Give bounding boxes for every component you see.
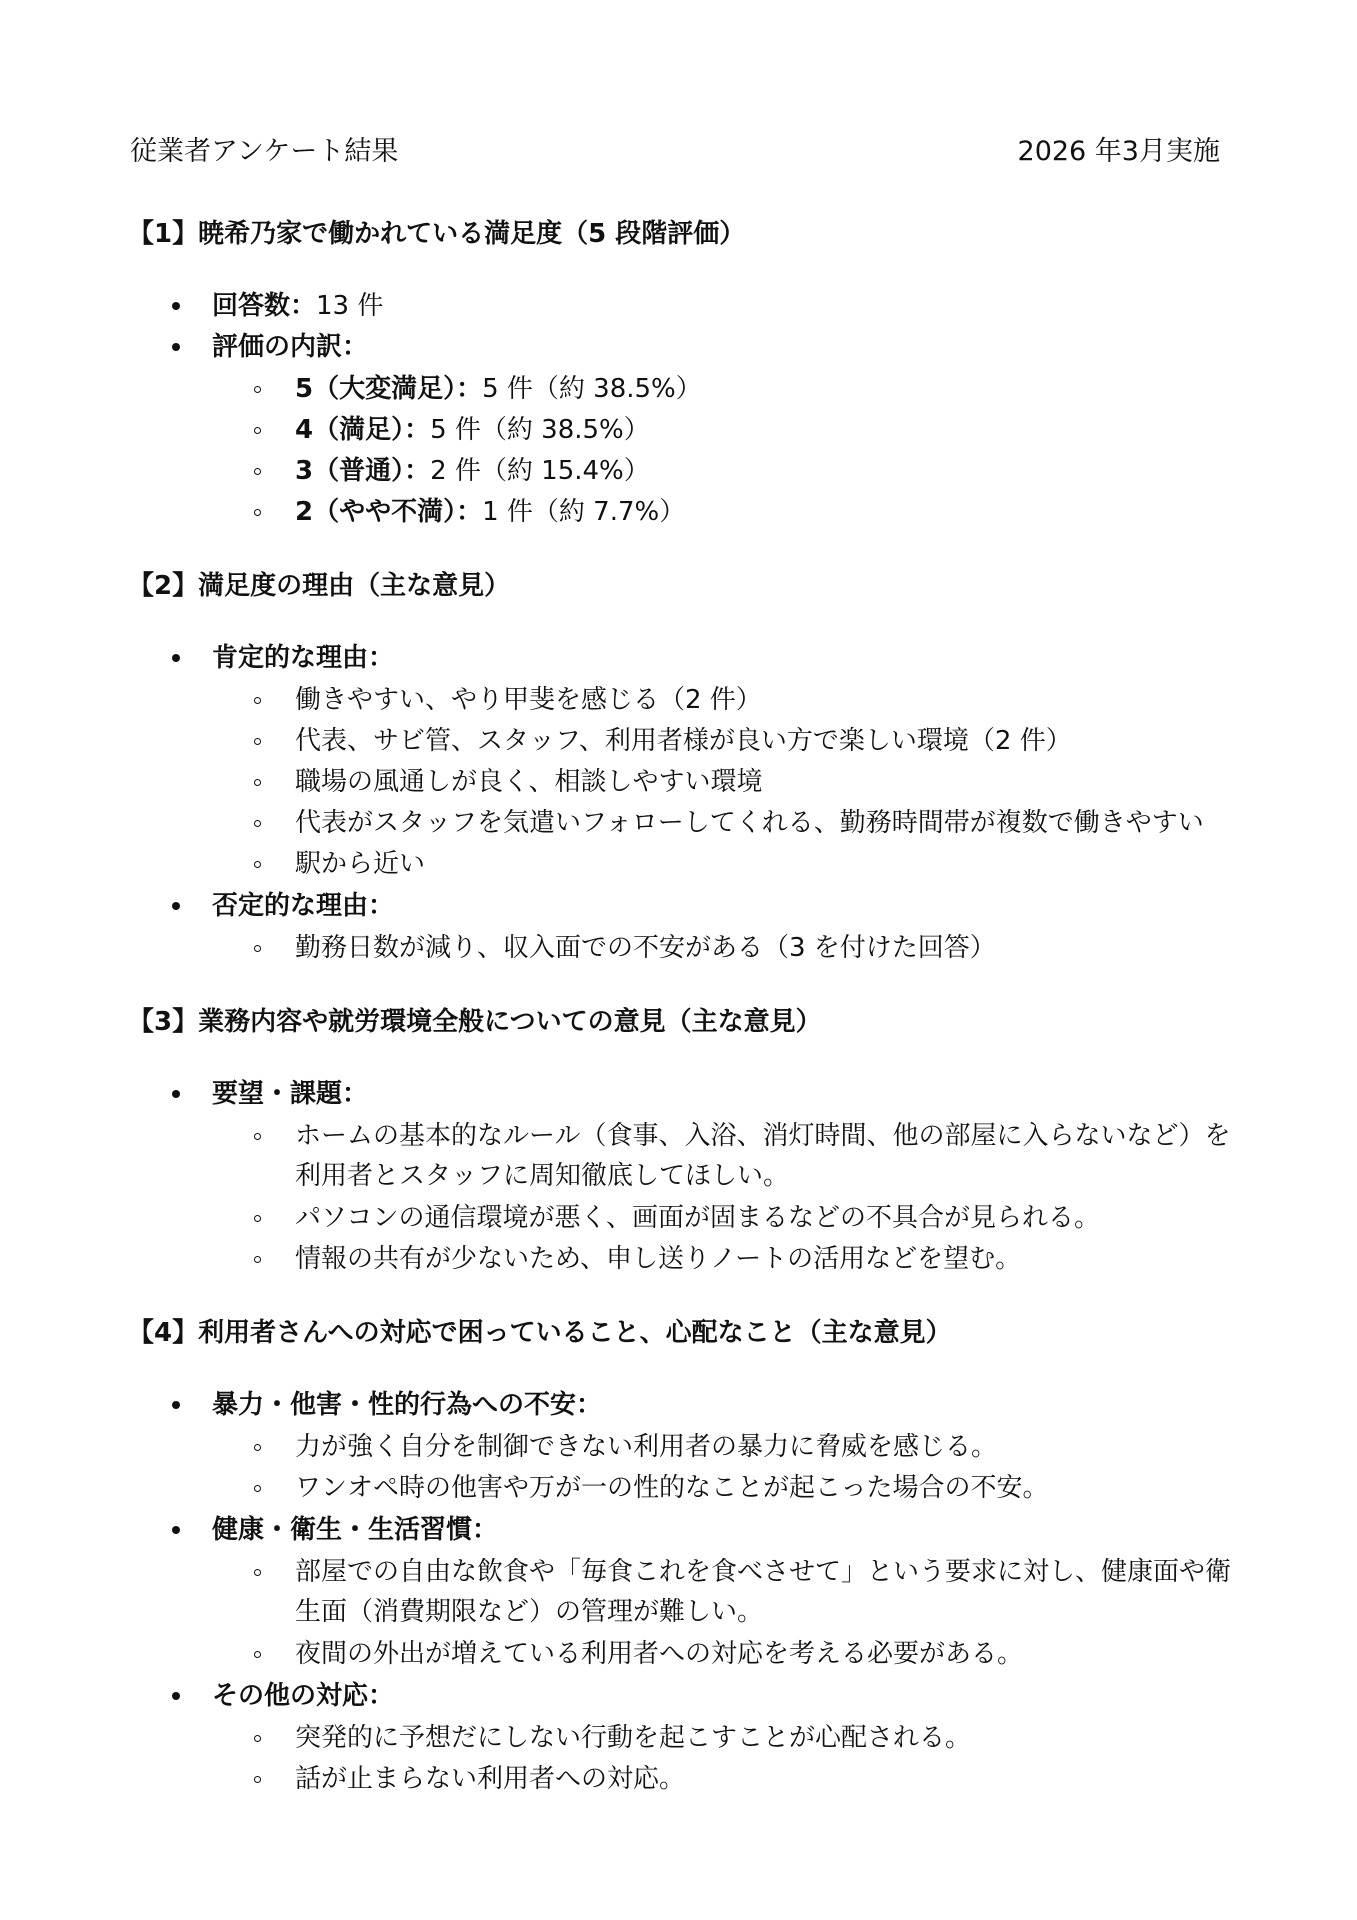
bullet-circle (254, 1735, 261, 1742)
breakdown-label: 評価の内訳： (212, 332, 369, 362)
bullet-circle (254, 861, 261, 868)
bullet-dot (172, 902, 180, 910)
rating-label: 4（満足）： (295, 415, 431, 445)
bullet-circle (254, 1133, 261, 1140)
bullet-dot (172, 302, 180, 310)
response-count-label: 回答数： (212, 291, 317, 321)
response-count-value: 13 件 (316, 291, 384, 321)
rating-value: 5 件（約 38.5%） (482, 374, 702, 404)
bullet-circle (254, 1256, 261, 1263)
section-1-heading: 【1】暁希乃家で働かれている満足度（5 段階評価） (128, 219, 746, 249)
section-3-heading: 【3】業務内容や就労環境全般についての意見（主な意見） (128, 1007, 822, 1037)
concern-item: 部屋での自由な飲食や「毎食これを食べさせて」という要求に対し、健康面や衛生面（消費期限など）の管理が難しい。 (254, 1552, 1244, 1634)
violence-concerns-label: 暴力・他害・性的行為への不安： (212, 1390, 603, 1420)
document-title: 従業者アンケート結果 (130, 136, 399, 167)
section-4-heading: 【4】利用者さんへの対応で困っていること、心配なこと（主な意見） (128, 1318, 952, 1348)
bullet-dot (172, 1090, 180, 1098)
section-2-heading: 【2】満足度の理由（主な意見） (128, 571, 511, 601)
rating-value: 2 件（約 15.4%） (430, 456, 650, 486)
bullet-dot (172, 1692, 180, 1700)
bullet-circle (254, 738, 261, 745)
bullet-circle (254, 386, 261, 393)
bullet-circle (254, 1776, 261, 1783)
bullet-circle (254, 1651, 261, 1658)
bullet-dot (172, 654, 180, 662)
bullet-circle (254, 697, 261, 704)
bullet-dot (172, 1526, 180, 1534)
document-page: 従業者アンケート結果 2026 年3月実施 【1】暁希乃家で働かれている満足度（5 段階評価） 回答数：13 件 評価の内訳： 5（大変満足）：5 件（約 38.5%） 4（満足）：5 件（約 38.5%） 3（普通）：2 件（約 15.4%） 2（やや不満）：1 件（約 7.7%） 【2】満足度の理由（主な意見） 肯定的な理由： 働きやすい、やり甲斐を感じる（2 件） 代表、サビ管、スタッフ、利用者様が良い方で楽しい環境（2 件） 職場の風通しが良く、相談しやすい環境 代表がスタッフを気遣いフォローしてくれる、勤務時間帯が複数で働きやすい 駅から近い 否定的な理由： 勤務日数が減り、収入面での不安がある（3 を付けた回答） 【3】業務内容や就労環境全般についての意見（主な意見） 要望・課題： ホームの基本的なルール（食事、入浴、消灯時間、他の部屋に入らないなど）を利用者とスタッフに周知徹底してほしい。 パソコンの通信環境が悪く、画面が固まるなどの不具合が見られる。 情報の共有が少ないため、申し送りノートの活用などを望む。 【4】利用者さんへの対応で困っていること、心配なこと（主な意見） 暴力・他害・性的行為への不安： 力が強く自分を制御できない利用者の暴力に脅威を感じる。 ワンオペ時の他害や万が一の性的なことが起こった場合の不安。 健康・衛生・生活習慣： 部屋での自由な飲食や「毎食これを食べさせて」という要求に対し、健康面や衛生面（消費期限など）の管理が難しい。 夜間の外出が増えている利用者への対応を考える必要がある。 その他の対応： 突発的に予想だにしない行動を起こすことが心配される。 話が止まらない利用者への対応。 (0, 0, 1357, 1920)
bullet-circle (254, 509, 261, 516)
rating-label: 3（普通）： (295, 456, 431, 486)
bullet-circle (254, 945, 261, 952)
bullet-circle (254, 468, 261, 475)
bullet-circle (254, 1569, 261, 1576)
rating-value: 1 件（約 7.7%） (482, 497, 686, 527)
requests-label: 要望・課題： (212, 1079, 369, 1109)
rating-label: 2（やや不満）： (295, 497, 483, 527)
bullet-circle (254, 820, 261, 827)
survey-date: 2026 年3月実施 (1017, 136, 1220, 167)
bullet-circle (254, 1485, 261, 1492)
bullet-circle (254, 779, 261, 786)
positive-reasons-label: 肯定的な理由： (212, 643, 395, 673)
request-item: ホームの基本的なルール（食事、入浴、消灯時間、他の部屋に入らないなど）を利用者とスタッフに周知徹底してほしい。 (254, 1116, 1244, 1198)
rating-label: 5（大変満足）： (295, 374, 483, 404)
bullet-circle (254, 1215, 261, 1222)
bullet-dot (172, 1401, 180, 1409)
bullet-circle (254, 427, 261, 434)
bullet-dot (172, 343, 180, 351)
other-concerns-label: その他の対応： (212, 1681, 395, 1711)
bullet-circle (254, 1444, 261, 1451)
document-header (130, 134, 1220, 170)
health-concerns-label: 健康・衛生・生活習慣： (212, 1515, 499, 1545)
negative-reasons-label: 否定的な理由： (212, 891, 395, 921)
rating-value: 5 件（約 38.5%） (430, 415, 650, 445)
